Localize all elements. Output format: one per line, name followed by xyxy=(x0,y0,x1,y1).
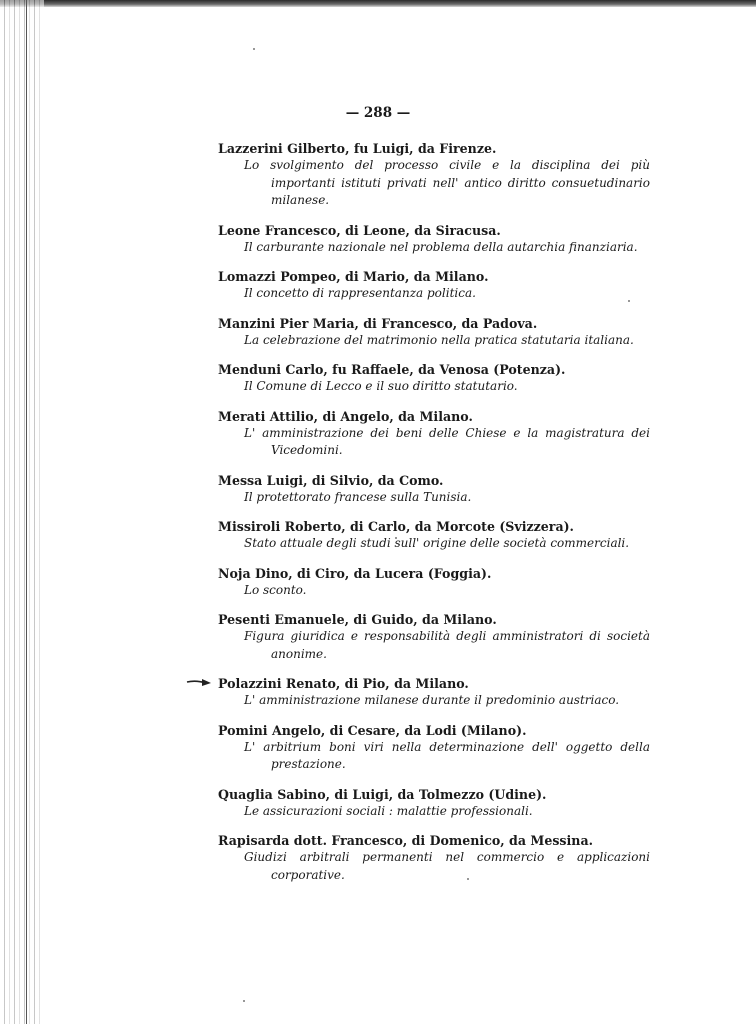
entry-author: Pesenti Emanuele, di Guido, da Milano. xyxy=(218,612,497,627)
thesis-list xyxy=(218,140,650,896)
page-number: — 288 — xyxy=(345,105,411,121)
entry-author: Lazzerini Gilberto, fu Luigi, da Firenze. xyxy=(218,141,497,156)
scan-speck xyxy=(253,48,255,50)
entry-title: La celebrazione del matrimonio nella pratica statutaria italiana. xyxy=(244,332,634,347)
list-item xyxy=(218,832,650,884)
scan-top-edge xyxy=(0,0,756,7)
entry-author: Missiroli Roberto, di Carlo, da Morcote (Svizzera). xyxy=(218,519,574,534)
list-item xyxy=(218,786,650,821)
entry-title: Il Comune di Lecco e il suo diritto statutario. xyxy=(244,379,518,393)
entry-author: Manzini Pier Maria, di Francesco, da Padova. xyxy=(218,315,538,331)
list-item xyxy=(218,361,650,396)
entry-author: Rapisarda dott. Francesco, di Domenico, da Messina. xyxy=(218,833,594,848)
entry-title: Lo sconto. xyxy=(244,582,307,597)
list-item xyxy=(218,611,650,663)
entry-author: Quaglia Sabino, di Luigi, da Tolmezzo (Udine). xyxy=(218,786,547,802)
entry-title: L' arbitrium boni viri nella determinazione dell' oggetto della prestazione. xyxy=(244,739,650,771)
entry-title: Giudizi arbitrali permanenti nel commercio e applicazioni corporative. xyxy=(244,850,650,882)
list-item xyxy=(218,408,650,460)
list-item xyxy=(218,518,650,553)
entry-title: L' amministrazione milanese durante il predominio austriaco. xyxy=(244,693,620,707)
entry-title: Stato attuale degli studi sull' origine delle società commerciali. xyxy=(244,536,630,550)
scan-speck xyxy=(243,1000,245,1002)
list-item xyxy=(218,222,650,257)
list-item xyxy=(218,565,650,600)
entry-author: Noja Dino, di Ciro, da Lucera (Foggia). xyxy=(218,565,492,581)
entry-title: L' amministrazione dei beni delle Chiese e la magistratura dei Vicedomini. xyxy=(244,425,650,457)
entry-title: Il concetto di rappresentanza politica. xyxy=(244,286,476,300)
list-item xyxy=(218,675,650,710)
list-item xyxy=(218,315,650,350)
hand-drawn-arrow-icon xyxy=(186,677,214,689)
list-item xyxy=(218,268,650,303)
entry-title: Le assicurazioni sociali : malattie professionali. xyxy=(244,803,533,818)
entry-title: Il carburante nazionale nel problema della autarchia finanziaria. xyxy=(244,239,638,254)
entry-author: Lomazzi Pompeo, di Mario, da Milano. xyxy=(218,269,489,284)
entry-title: Figura giuridica e responsabilità degli amministratori di società anonime. xyxy=(244,629,650,661)
book-binding-edge xyxy=(0,0,44,1024)
binding-line xyxy=(26,0,27,1024)
entry-title: Il protettorato francese sulla Tunisia. xyxy=(244,489,472,504)
entry-author: Pomini Angelo, di Cesare, da Lodi (Milano). xyxy=(218,722,527,738)
entry-author: Leone Francesco, di Leone, da Siracusa. xyxy=(218,222,501,238)
list-item xyxy=(218,722,650,774)
entry-author: Merati Attilio, di Angelo, da Milano. xyxy=(218,408,473,424)
entry-author: Menduni Carlo, fu Raffaele, da Venosa (Potenza). xyxy=(218,362,566,377)
list-item xyxy=(218,472,650,507)
list-item xyxy=(218,140,650,210)
entry-title: Lo svolgimento del processo civile e la disciplina dei più importanti istituti privati nell' antico diritto consuetudinario milanese. xyxy=(244,158,650,207)
entry-author: Messa Luigi, di Silvio, da Como. xyxy=(218,472,444,488)
entry-author: Polazzini Renato, di Pio, da Milano. xyxy=(218,676,469,691)
